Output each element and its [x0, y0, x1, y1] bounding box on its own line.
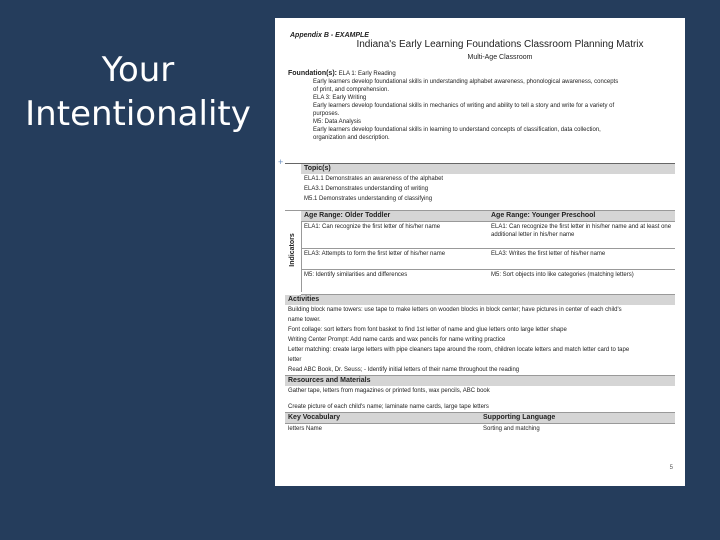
older-indicator: ELA1: Can recognize the first letter of his/her name: [304, 224, 441, 230]
activity-line: Read ABC Book, Dr. Seuss; - Identify initial letters of their name throughout the reading: [288, 367, 520, 373]
older-indicator: M5: Identify similarities and differences: [304, 272, 408, 278]
foundation-line: Early learners develop foundational skills in learning to understand concepts of classification, data collection,: [313, 127, 601, 133]
key-vocabulary-header: Key Vocabulary: [285, 413, 480, 423]
foundations-label: Foundation(s):: [288, 70, 337, 77]
topic-item: ELA3.1 Demonstrates understanding of writing: [304, 186, 429, 192]
indicators-label: Indicators: [289, 233, 296, 267]
topics-header: Topic(s): [301, 164, 675, 174]
planning-matrix-document: [275, 18, 685, 486]
age-range-header-row: [301, 211, 675, 222]
slide-title-line2: Intentionality: [25, 94, 251, 134]
activities-row: [285, 295, 675, 376]
foundations-section: [288, 70, 676, 142]
activity-line: letter: [288, 357, 302, 363]
foundation-line: purposes.: [313, 111, 340, 117]
resources-row: [285, 376, 675, 413]
foundation-line: ELA 3: Early Writing: [313, 95, 367, 101]
indicator-row: [301, 222, 675, 249]
foundation-line: Early learners develop foundational skills in mechanics of writing and ability to tell a story and write for a variety of: [313, 103, 615, 109]
younger-indicator: M5: Sort objects into like categories (matching letters): [491, 272, 634, 278]
vocabulary-header-row: [285, 413, 675, 424]
slide-title-line1: Your: [101, 50, 175, 90]
indicators-column: [285, 210, 302, 292]
younger-indicator: ELA1: Can recognize the first letter in his/her name and at least one additional letter in his/her name: [491, 224, 672, 238]
activity-line: Letter matching: create large letters with pipe cleaners tape around the room, children locate letters and match letter card to tape: [288, 347, 630, 353]
activity-line: Font collage: sort letters from font basket to find 1st letter of name and glue letters onto large letter shape: [288, 327, 567, 333]
topic-item: M5.1 Demonstrates understanding of classifying: [304, 196, 433, 202]
slide-title: [18, 48, 258, 136]
plus-icon[interactable]: +: [278, 157, 284, 167]
supporting-language-value: Sorting and matching: [483, 426, 540, 432]
document-subtitle: Multi-Age Classroom: [467, 54, 533, 61]
activity-line: Building block name towers: use tape to make letters on wooden blocks in block center; have pictures in center of each child's: [288, 307, 622, 313]
appendix-label: Appendix B - EXAMPLE: [290, 32, 369, 39]
activity-line: name tower.: [288, 317, 321, 323]
activities-header: Activities: [285, 295, 675, 305]
indicator-row: [301, 270, 675, 295]
page-number: 5: [669, 465, 673, 471]
resource-line: Gather tape, letters from magazines or printed fonts, wax pencils, ABC book: [288, 388, 490, 394]
activity-line: Writing Center Prompt: Add name cards and wax pencils for name writing practice: [288, 337, 506, 343]
document-title: Indiana's Early Learning Foundations Classroom Planning Matrix: [356, 39, 644, 50]
resources-header: Resources and Materials: [285, 376, 675, 386]
foundation-line: Early learners develop foundational skills in understanding alphabet awareness, phonological awareness, concepts: [313, 79, 619, 85]
foundation-line: ELA 1: Early Reading: [338, 71, 396, 77]
age-range-older-header: Age Range: Older Toddler: [301, 211, 488, 221]
key-vocabulary-value: letters Name: [288, 426, 323, 432]
foundation-line: of print, and comprehension.: [313, 87, 390, 93]
foundation-line: M5: Data Analysis: [313, 119, 362, 125]
supporting-language-header: Supporting Language: [480, 413, 675, 423]
topic-item: ELA1.1 Demonstrates an awareness of the alphabet: [304, 176, 444, 182]
older-indicator: ELA3: Attempts to form the first letter of his/her name: [304, 251, 446, 257]
vocabulary-row: [285, 424, 675, 448]
topics-row: [285, 164, 675, 211]
younger-indicator: ELA3: Writes the first letter of his/her name: [491, 251, 606, 257]
indicator-row: [301, 249, 675, 270]
resource-line: Create picture of each child's name; laminate name cards, large tape letters: [288, 404, 489, 410]
foundation-line: organization and description.: [313, 135, 390, 141]
planning-matrix-table: [285, 163, 675, 448]
age-range-younger-header: Age Range: Younger Preschool: [488, 211, 675, 221]
